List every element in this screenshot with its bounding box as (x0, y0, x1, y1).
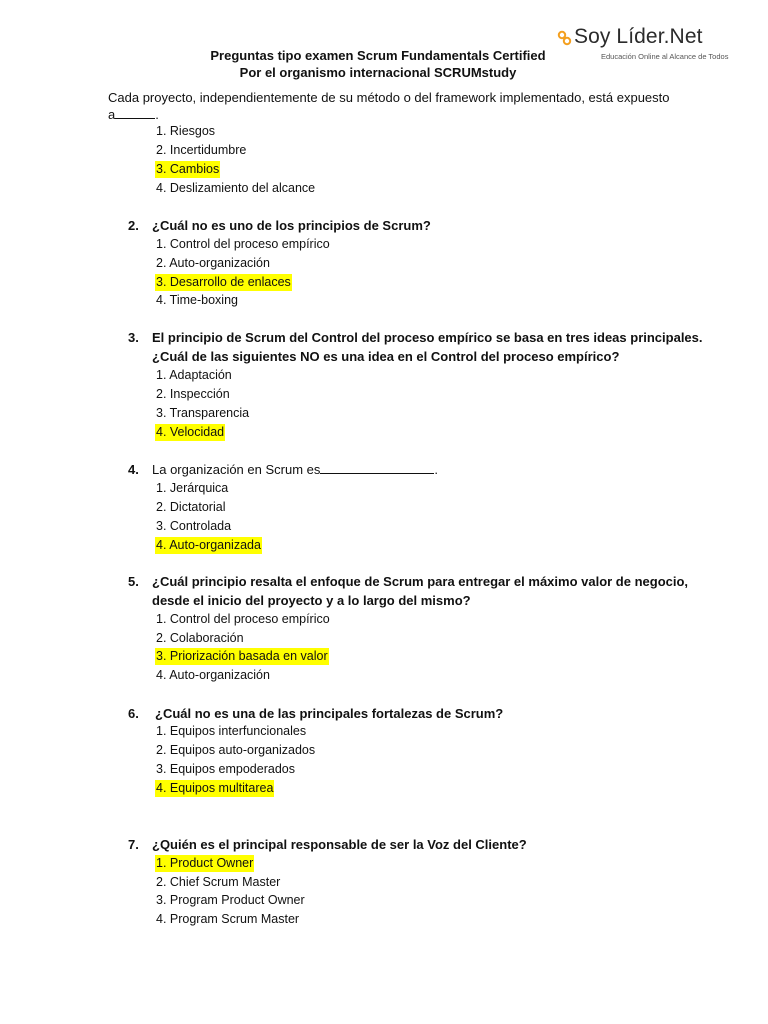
question-number: 5. (128, 574, 139, 589)
option: 3. Equipos empoderados (156, 762, 295, 776)
question-text-line2: desde el inicio del proyecto y a lo largo del mismo? (152, 593, 471, 608)
option: 4. Program Scrum Master (156, 912, 300, 926)
question-number: 7. (128, 837, 139, 852)
question-1-text-line2 (108, 106, 159, 123)
question-4-prefix: La organización en Scrum es (152, 462, 321, 477)
question-1-text: Cada proyecto, independientemente de su método o del framework implementado, está expuesto (108, 90, 670, 105)
option: 3. Controlada (156, 519, 232, 533)
logo-mark-icon (556, 29, 574, 47)
question-1-prefix: a (108, 107, 116, 122)
document-title-line2: Por el organismo internacional SCRUMstudy (239, 65, 517, 80)
option-correct-highlighted: 4. Equipos multitarea (156, 781, 274, 795)
question-text-line2: ¿Cuál de las siguientes NO es una idea en el Control del proceso empírico? (152, 349, 620, 364)
question-1-suffix: . (155, 107, 159, 122)
option: 2. Colaboración (156, 631, 244, 645)
option: 4. Time-boxing (156, 293, 238, 307)
question-text: ¿Cuál principio resalta el enfoque de Scrum para entregar el máximo valor de negocio, (152, 574, 689, 589)
document-title-line1: Preguntas tipo examen Scrum Fundamentals Certified (210, 48, 546, 63)
question-text (152, 461, 438, 478)
question-text: El principio de Scrum del Control del proceso empírico se basa en tres ideas principales. (152, 330, 703, 345)
option: 2. Incertidumbre (156, 143, 247, 157)
option: 2. Auto-organización (156, 256, 270, 270)
option: 4. Auto-organización (156, 668, 270, 682)
option: 2. Chief Scrum Master (156, 875, 281, 889)
question-text: ¿Cuál no es una de las principales fortalezas de Scrum? (155, 706, 504, 721)
question-text: ¿Cuál no es uno de los principios de Scrum? (152, 218, 431, 233)
question-number: 3. (128, 330, 139, 345)
question-number: 6. (128, 706, 139, 721)
option-correct-highlighted: 4. Auto-organizada (156, 538, 261, 552)
question-number: 2. (128, 218, 139, 233)
option-correct-highlighted: 3. Cambios (156, 162, 220, 176)
question-4-suffix: . (434, 462, 438, 477)
logo-tagline: Educación Online al Alcance de Todos (601, 52, 729, 61)
option: 1. Equipos interfuncionales (156, 724, 307, 738)
option: 2. Dictatorial (156, 500, 226, 514)
logo-name: Soy Líder.Net (574, 25, 703, 48)
answer-blank (115, 106, 155, 119)
question-number: 4. (128, 462, 139, 477)
option: 1. Control del proceso empírico (156, 237, 330, 251)
option-correct-highlighted: 4. Velocidad (156, 425, 225, 439)
option: 1. Adaptación (156, 368, 232, 382)
option: 2. Equipos auto-organizados (156, 743, 316, 757)
option: 1. Riesgos (156, 124, 216, 138)
option: 1. Control del proceso empírico (156, 612, 330, 626)
option: 1. Jerárquica (156, 481, 229, 495)
option: 2. Inspección (156, 387, 230, 401)
option: 4. Deslizamiento del alcance (156, 181, 316, 195)
option-correct-highlighted: 1. Product Owner (156, 856, 254, 870)
option-correct-highlighted: 3. Priorización basada en valor (156, 649, 328, 663)
option: 3. Transparencia (156, 406, 250, 420)
option: 3. Program Product Owner (156, 893, 305, 907)
option-correct-highlighted: 3. Desarrollo de enlaces (156, 275, 291, 289)
question-text: ¿Quién es el principal responsable de ser la Voz del Cliente? (152, 837, 527, 852)
answer-blank (320, 461, 434, 474)
